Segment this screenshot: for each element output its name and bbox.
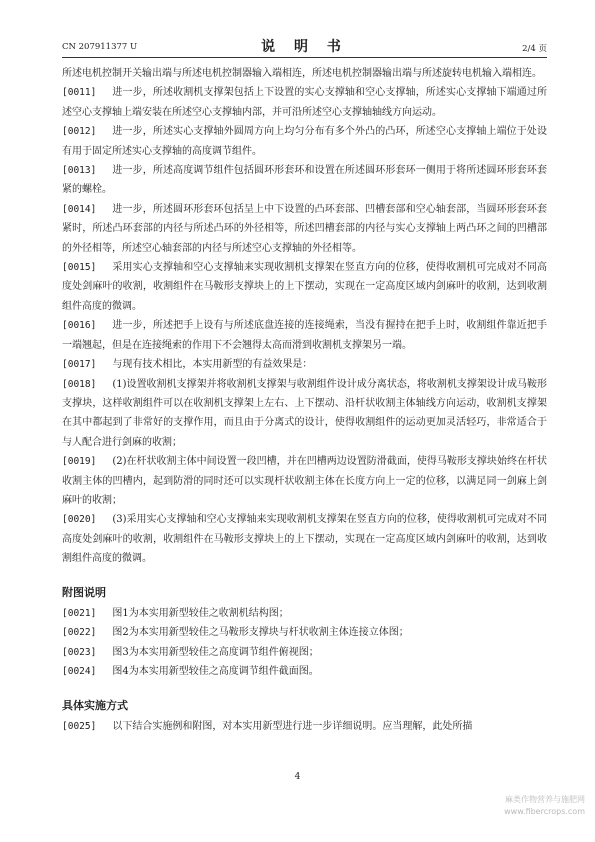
paragraph-number: [0015] bbox=[62, 262, 97, 274]
figure-text: 图1为本实用新型较佳之收割机结构图； bbox=[112, 607, 289, 619]
paragraph-text: 以下结合实施例和附图，对本实用新型进行进一步详细说明。应当理解，此处所描 bbox=[112, 721, 473, 732]
paragraph-text: 进一步，所述实心支撑轴外圆周方向上均匀分布有多个外凸的凸环，所述空心支撑轴上端位于处设有用于固定所述实心支撑轴的高度调节组件。 bbox=[62, 126, 547, 157]
paragraph-text: (3)采用实心支撑轴和空心支撑轴来实现收割机支撑架在竖直方向的位移，使得收割机可完成对不同高度处剑麻叶的收割，收割组件在马鞍形支撑块上的上下摆动，实现在一定高度区域内剑麻叶的收割，达到收割组件高度的微调。 bbox=[62, 514, 547, 565]
paragraph-0012 bbox=[62, 122, 547, 161]
paragraph-text: 采用实心支撑轴和空心支撑轴来实现收割机支撑架在竖直方向的位移，使得收割机可完成对不同高度处剑麻叶的收割，收割组件在马鞍形支撑块上的上下摆动，实现在一定高度区域内剑麻叶的收割，达到收割组件高度的微调。 bbox=[62, 262, 547, 312]
paragraph-number: [0019] bbox=[62, 456, 97, 468]
paragraph-number: [0025] bbox=[62, 721, 97, 732]
figure-item-0023 bbox=[62, 643, 547, 662]
paragraph-number: [0017] bbox=[62, 359, 97, 371]
paragraph-number: [0021] bbox=[62, 607, 97, 619]
figure-item-0024 bbox=[62, 662, 547, 681]
header-divider bbox=[62, 57, 547, 58]
paragraph-text: 进一步，所述收割机支撑架包括上下设置的实心支撑轴和空心支撑轴，所述实心支撑轴下端通过所述空心支撑轴上端安装在所述空心支撑轴内部，并可沿所述空心支撑轴轴线方向运动。 bbox=[62, 87, 547, 118]
paragraph-0011 bbox=[62, 83, 547, 122]
page-header bbox=[62, 36, 547, 56]
paragraph-0016 bbox=[62, 316, 547, 355]
paragraph-text: 进一步，所述圆环形套环包括呈上中下设置的凸环套部、凹槽套部和空心轴套部，当圆环形套环套紧时，所述凸环套部的内径与所述凸环的外径相等，所述凹槽套部的内径与实心支撑轴上两凸环之间的凹槽部的外径相等，所述空心轴套部的内径与所述空心支撑轴的外径相等。 bbox=[62, 203, 547, 254]
watermark-line-1: 麻类作物营养与施肥网 bbox=[505, 795, 585, 804]
paragraph-number: [0024] bbox=[62, 666, 97, 678]
paragraph-number: [0023] bbox=[62, 646, 97, 658]
paragraph-text: 与现有技术相比，本实用新型的有益效果是： bbox=[112, 359, 313, 371]
paragraph-number: [0018] bbox=[62, 378, 97, 390]
figures-section-title: 附图说明 bbox=[62, 585, 106, 599]
paragraph-text: 进一步，所述高度调节组件包括圆环形套环和设置在所述圆环形套环一侧用于将所述圆环形套环套紧的螺栓。 bbox=[62, 165, 547, 196]
paragraph-number: [0014] bbox=[62, 203, 97, 215]
paragraph-0015 bbox=[62, 258, 547, 316]
paragraph-text: 进一步，所述把手上设有与所述底盘连接的连接绳索，当没有握持在把手上时，收割组件靠近把手一端翘起，但是在连接绳索的作用下不会翘得太高而滑到收割机支撑架另一端。 bbox=[62, 320, 547, 351]
page-number: 4 bbox=[294, 772, 301, 782]
figure-text: 图2为本实用新型较佳之马鞍形支撑块与杆状收割主体连接立体图； bbox=[112, 627, 409, 639]
embodiment-section-title: 具体实施方式 bbox=[62, 698, 128, 712]
paragraph-number: [0011] bbox=[62, 87, 97, 99]
document-title: 说 明 书 bbox=[261, 39, 348, 55]
page-info: 2/4 页 bbox=[522, 44, 547, 54]
paragraph-number: [0020] bbox=[62, 514, 97, 526]
paragraph-0018 bbox=[62, 375, 547, 453]
paragraph-0017 bbox=[62, 355, 547, 374]
document-body bbox=[62, 64, 547, 736]
intro-text: 所述电机控制开关输出端与所述电机控制器输入端相连，所述电机控制器输出端与所述旋转电机输入端相连。 bbox=[62, 68, 542, 79]
document-number: CN 207911377 U bbox=[62, 42, 138, 52]
paragraph-0019 bbox=[62, 452, 547, 510]
paragraph-0014 bbox=[62, 200, 547, 258]
paragraph-text: (2)在杆状收割主体中间设置一段凹槽，并在凹槽两边设置防滑截面，使得马鞍形支撑块始终在杆状收割主体的凹槽内，起到防滑的同时还可以实现杆状收割主体在长度方向上一定的位移，以满足同一剑麻上剑麻叶的收割； bbox=[62, 456, 547, 506]
watermark-line-2: www.fibercrops.com bbox=[504, 807, 585, 816]
paragraph-number: [0013] bbox=[62, 165, 97, 177]
paragraph-0025 bbox=[62, 717, 547, 736]
paragraph-number: [0012] bbox=[62, 126, 97, 138]
figure-text: 图4为本实用新型较佳之高度调节组件截面图。 bbox=[112, 666, 319, 678]
paragraph-text: (1)设置收割机支撑架并将收割机支撑架与收割组件设计成分离状态，将收割机支撑架设计成马鞍形支撑块，这样收割组件可以在收割机支撑架上左右、上下摆动、沿杆状收割主体轴线方向运动，收割机支撑架在其中都起到了非常好的支撑作用，而且由于分离式的设计，使得收割组件的运动更加灵活轻巧，非常适合于与人配合进行剑麻的收割； bbox=[62, 378, 547, 448]
paragraph-number: [0022] bbox=[62, 627, 97, 639]
figure-item-0022 bbox=[62, 623, 547, 642]
watermark bbox=[504, 794, 585, 818]
paragraph-number: [0016] bbox=[62, 320, 97, 332]
paragraph-0020 bbox=[62, 510, 547, 568]
paragraph-0013 bbox=[62, 161, 547, 200]
figure-text: 图3为本实用新型较佳之高度调节组件俯视图； bbox=[112, 646, 319, 658]
figure-item-0021 bbox=[62, 604, 547, 623]
